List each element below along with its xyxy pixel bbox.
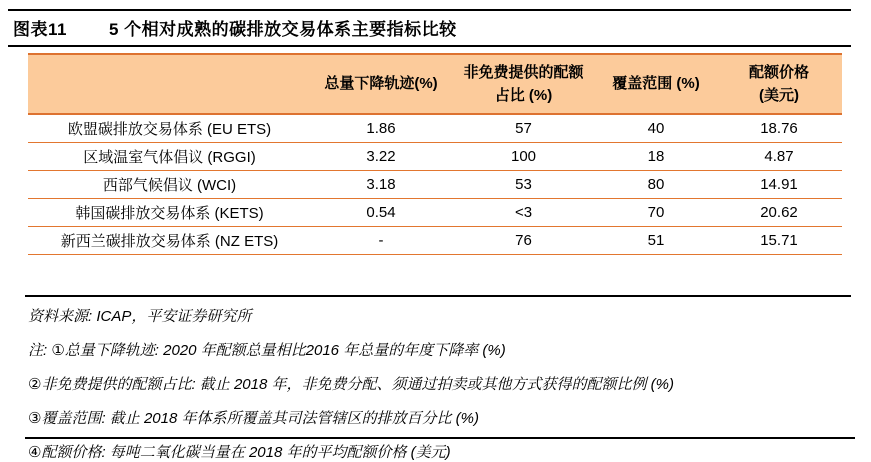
cell-price: 20.62 [716, 199, 842, 227]
header-nonfree-line2: 占比 (%) [494, 87, 553, 104]
header-price-line1: 配额价格 [748, 63, 809, 81]
cell-decline: - [311, 227, 451, 255]
table-row [28, 114, 842, 143]
table-row [28, 143, 842, 171]
cell-decline: 1.86 [311, 114, 451, 143]
cell-nonfree: 76 [451, 227, 596, 255]
cell-coverage: 70 [596, 199, 716, 227]
table-header-row [28, 54, 842, 114]
cell-coverage: 18 [596, 143, 716, 171]
header-price-line2: (美元) [759, 87, 799, 104]
comparison-table [28, 53, 842, 255]
note-line-3: ③覆盖范围: 截止 2018 年体系所覆盖其司法管辖区的排放百分比 (%) [28, 410, 479, 427]
cell-nonfree: 53 [451, 171, 596, 199]
source-line: 资料来源: ICAP，平安证券研究所 [28, 308, 252, 325]
cell-name: 新西兰碳排放交易体系 (NZ ETS) [28, 227, 311, 255]
cell-name: 欧盟碳排放交易体系 (EU ETS) [28, 114, 311, 143]
header-nonfree-line1: 非免费提供的配额 [463, 63, 584, 81]
table-row [28, 227, 842, 255]
cell-nonfree: 57 [451, 114, 596, 143]
cell-coverage: 80 [596, 171, 716, 199]
cell-price: 15.71 [716, 227, 842, 255]
cell-nonfree: 100 [451, 143, 596, 171]
header-coverage: 覆盖范围 (%) [596, 54, 716, 114]
note-line-2: ②非免费提供的配额占比: 截止 2018 年，非免费分配、须通过拍卖或其他方式获得的配额比例 (%) [28, 376, 674, 393]
header-price [716, 54, 842, 114]
note-line-1: 注: ①总量下降轨迹: 2020 年配额总量相比2016 年总量的年度下降率 (%) [28, 342, 506, 359]
cell-decline: 0.54 [311, 199, 451, 227]
bottom-rule [25, 437, 855, 439]
figure-label: 图表11 [13, 20, 67, 39]
cell-decline: 3.18 [311, 171, 451, 199]
header-nonfree [451, 54, 596, 114]
table-row [28, 199, 842, 227]
header-entity [28, 54, 311, 114]
note-line-4: ④配额价格: 每吨二氧化碳当量在 2018 年的平均配额价格 (美元) [28, 444, 451, 461]
cell-nonfree: <3 [451, 199, 596, 227]
cell-price: 18.76 [716, 114, 842, 143]
cell-name: 西部气候倡议 (WCI) [28, 171, 311, 199]
cell-name: 韩国碳排放交易体系 (KETS) [28, 199, 311, 227]
cell-name: 区域温室气体倡议 (RGGI) [28, 143, 311, 171]
cell-price: 4.87 [716, 143, 842, 171]
cell-coverage: 51 [596, 227, 716, 255]
cell-decline: 3.22 [311, 143, 451, 171]
cell-coverage: 40 [596, 114, 716, 143]
cell-price: 14.91 [716, 171, 842, 199]
figure-title-block [8, 9, 851, 47]
table-row [28, 171, 842, 199]
header-decline: 总量下降轨迹(%) [311, 54, 451, 114]
figure-title: 5 个相对成熟的碳排放交易体系主要指标比较 [108, 20, 457, 39]
